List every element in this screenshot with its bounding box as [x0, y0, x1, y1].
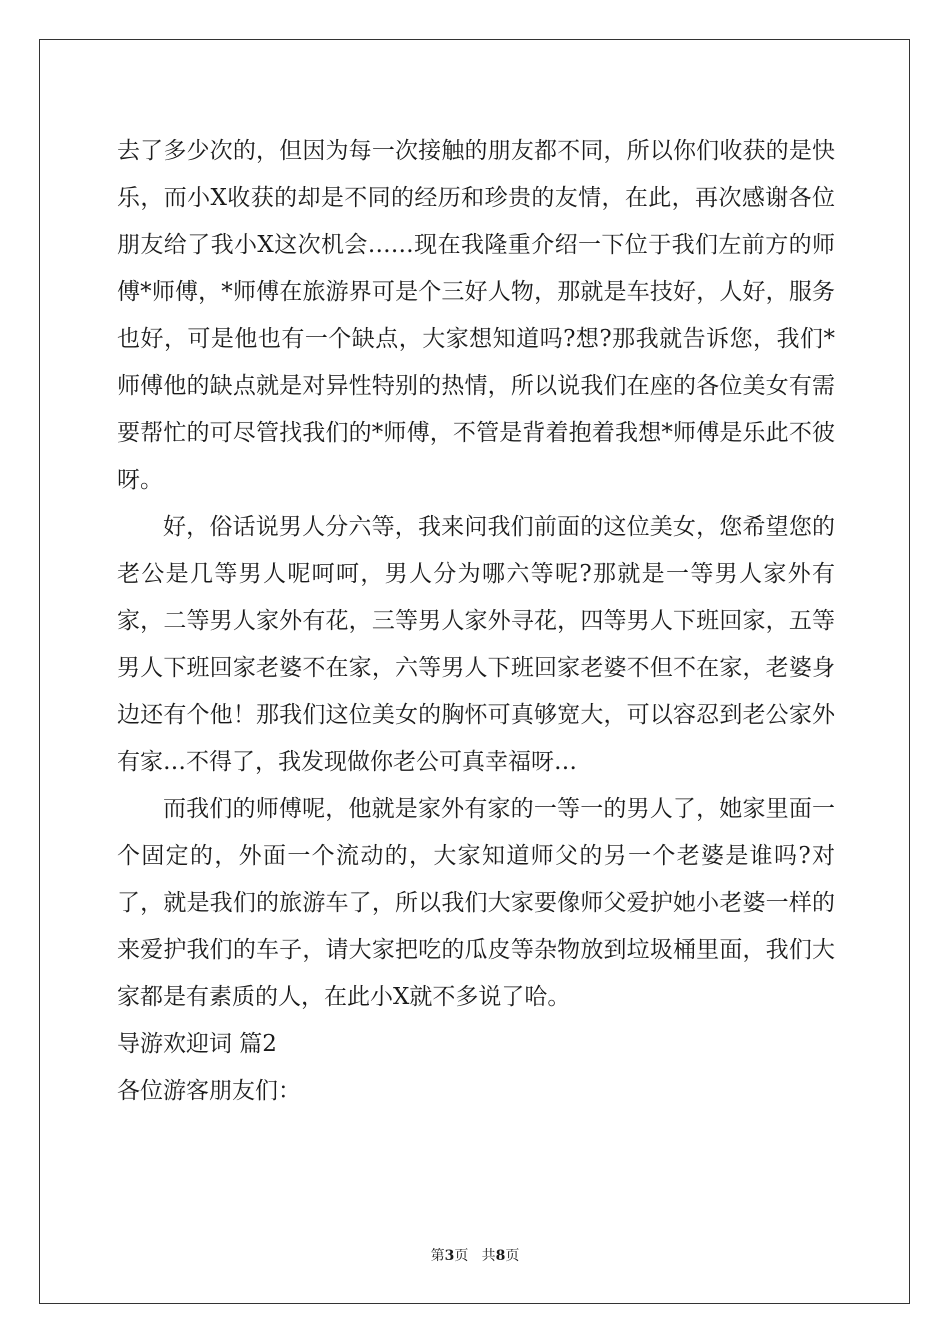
- total-pages: 8: [495, 1248, 506, 1264]
- section-heading: 导游欢迎词 篇2: [117, 1031, 277, 1057]
- page-label-suffix: 页: [454, 1248, 469, 1264]
- document-body: [117, 128, 835, 1115]
- page-number: 3: [444, 1248, 455, 1264]
- paragraph-2: 好，俗话说男人分六等，我来问我们前面的这位美女，您希望您的老公是几等男人呢呵呵，男人分为哪六等呢?那就是一等男人家外有家，二等男人家外有花，三等男人家外寻花，四等男人下班回家，五等男人下班回家老婆不在家，六等男人下班回家老婆不但不在家，老婆身边还有个他！那我们这位美女的胸怀可真够宽大，可以容忍到老公家外有家…不得了，我发现做你老公可真幸福呀…: [117, 514, 835, 775]
- paragraph-1: 去了多少次的，但因为每一次接触的朋友都不同，所以你们收获的是快乐，而小X收获的却是不同的经历和珍贵的友情，在此，再次感谢各位朋友给了我小X这次机会……现在我隆重介绍一下位于我们左前方的师傅*师傅，*师傅在旅游界可是个三好人物，那就是车技好，人好，服务也好，可是他也有一个缺点，大家想知道吗?想?那我就告诉您，我们*师傅他的缺点就是对异性特别的热情，所以说我们在座的各位美女有需要帮忙的可尽管找我们的*师傅，不管是背着抱着我想*师傅是乐此不彼呀。: [117, 138, 835, 493]
- page-label-prefix: 第: [430, 1248, 445, 1264]
- page-footer: [0, 1246, 950, 1266]
- salutation: 各位游客朋友们：: [117, 1078, 301, 1104]
- total-label-prefix: 共: [481, 1248, 496, 1264]
- total-label-suffix: 页: [505, 1248, 520, 1264]
- paragraph-3: 而我们的师傅呢，他就是家外有家的一等一的男人了，她家里面一个固定的，外面一个流动的，大家知道师父的另一个老婆是谁吗?对了，就是我们的旅游车了，所以我们大家要像师父爱护她小老婆一样的来爱护我们的车子，请大家把吃的瓜皮等杂物放到垃圾桶里面，我们大家都是有素质的人，在此小X就不多说了哈。: [117, 796, 835, 1010]
